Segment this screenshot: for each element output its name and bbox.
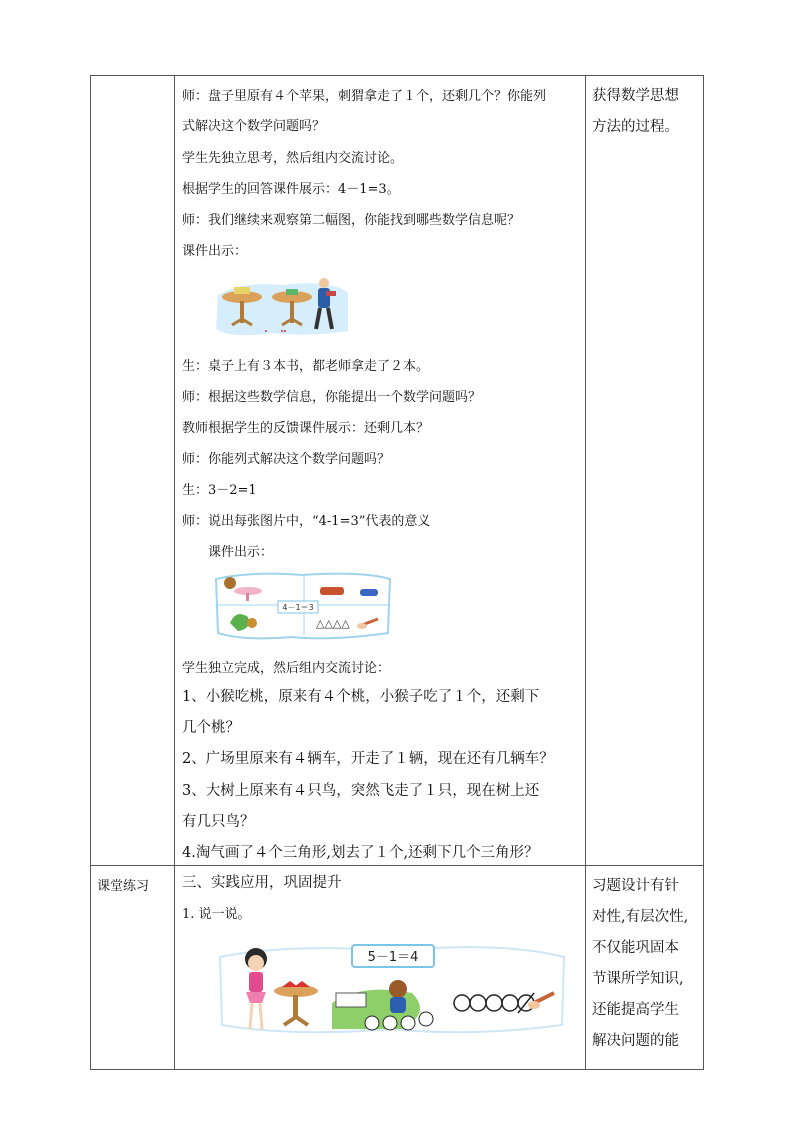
note-line: 节课所学知识, (592, 971, 684, 987)
text-line: 几个桃？ (182, 720, 240, 736)
text-line: 师：你能列式解决这个数学问题吗？ (182, 452, 391, 467)
text-line: 有几只鸟？ (182, 814, 255, 830)
text-line: 教师根据学生的反馈课件展示：还剩几本？ (182, 421, 430, 436)
note-line: 不仅能巩固本 (592, 940, 679, 956)
column-divider-2 (585, 75, 586, 1070)
text-line: 学生独立完成，然后组内交流讨论： (182, 661, 391, 676)
note-line: 还能提高学生 (592, 1002, 679, 1018)
note-line: 习题设计有针 (592, 878, 679, 894)
text-line: 3、大树上原来有４只鸟，突然飞走了１只，现在树上还 (182, 783, 540, 799)
row-label: 课堂练习 (97, 879, 150, 894)
table-top-border (90, 75, 704, 76)
text-line: 根据学生的回答课件展示：4－1=3。 (182, 182, 400, 197)
table-right-border (703, 75, 704, 1070)
svg-text:△△△△: △△△△ (316, 617, 350, 630)
text-line: 学生先独立思考，然后组内交流讨论。 (182, 151, 404, 166)
table-bottom-border (90, 1069, 704, 1070)
table-left-border (90, 75, 91, 1070)
text-line: 4.淘气画了４个三角形,划去了１个,还剩下几个三角形？ (182, 845, 539, 861)
text-line: 生：3－2=1 (182, 483, 257, 498)
note-line: 对性,有层次性, (592, 909, 689, 925)
text-line: 三、实践应用，巩固提升 (182, 875, 342, 891)
text-line: 1、小猴吃桃，原来有４个桃，小猴子吃了１个，还剩下 (182, 689, 540, 705)
equation-4-1-3: 4－1＝3 (282, 603, 314, 612)
equation-5-1-4: 5－1＝4 (367, 950, 419, 965)
text-line: 课件出示： (182, 244, 248, 259)
text-line: 1. 说一说。 (182, 907, 251, 922)
exercise-image-scenes (212, 933, 572, 1037)
courseware-image-tables (212, 275, 352, 339)
text-line: 师：根据这些数学信息，你能提出一个数学问题吗？ (182, 390, 482, 405)
note-line: 获得数学思想 (592, 88, 679, 104)
courseware-image-scenes (212, 569, 394, 641)
note-line: 解决问题的能 (592, 1033, 679, 1049)
text-line: 2、广场里原来有４辆车，开走了１辆，现在还有几辆车？ (182, 751, 554, 767)
text-line: 师：说出每张图片中，“4-1=3”代表的意义 (182, 514, 431, 529)
text-line: 课件出示： (208, 545, 274, 560)
column-divider-1 (174, 75, 175, 1070)
row-divider (90, 865, 704, 866)
lesson-table (90, 75, 704, 1070)
text-line: 师：盘子里原有４个苹果，刺猬拿走了１个，还剩几个？你能列 (182, 89, 547, 104)
text-line: 师：我们继续来观察第二幅图，你能找到哪些数学信息呢？ (182, 213, 521, 228)
text-line: 生：桌子上有３本书，都老师拿走了２本。 (182, 359, 430, 374)
note-line: 方法的过程。 (592, 119, 679, 135)
text-line: 式解决这个数学问题吗？ (182, 119, 326, 134)
